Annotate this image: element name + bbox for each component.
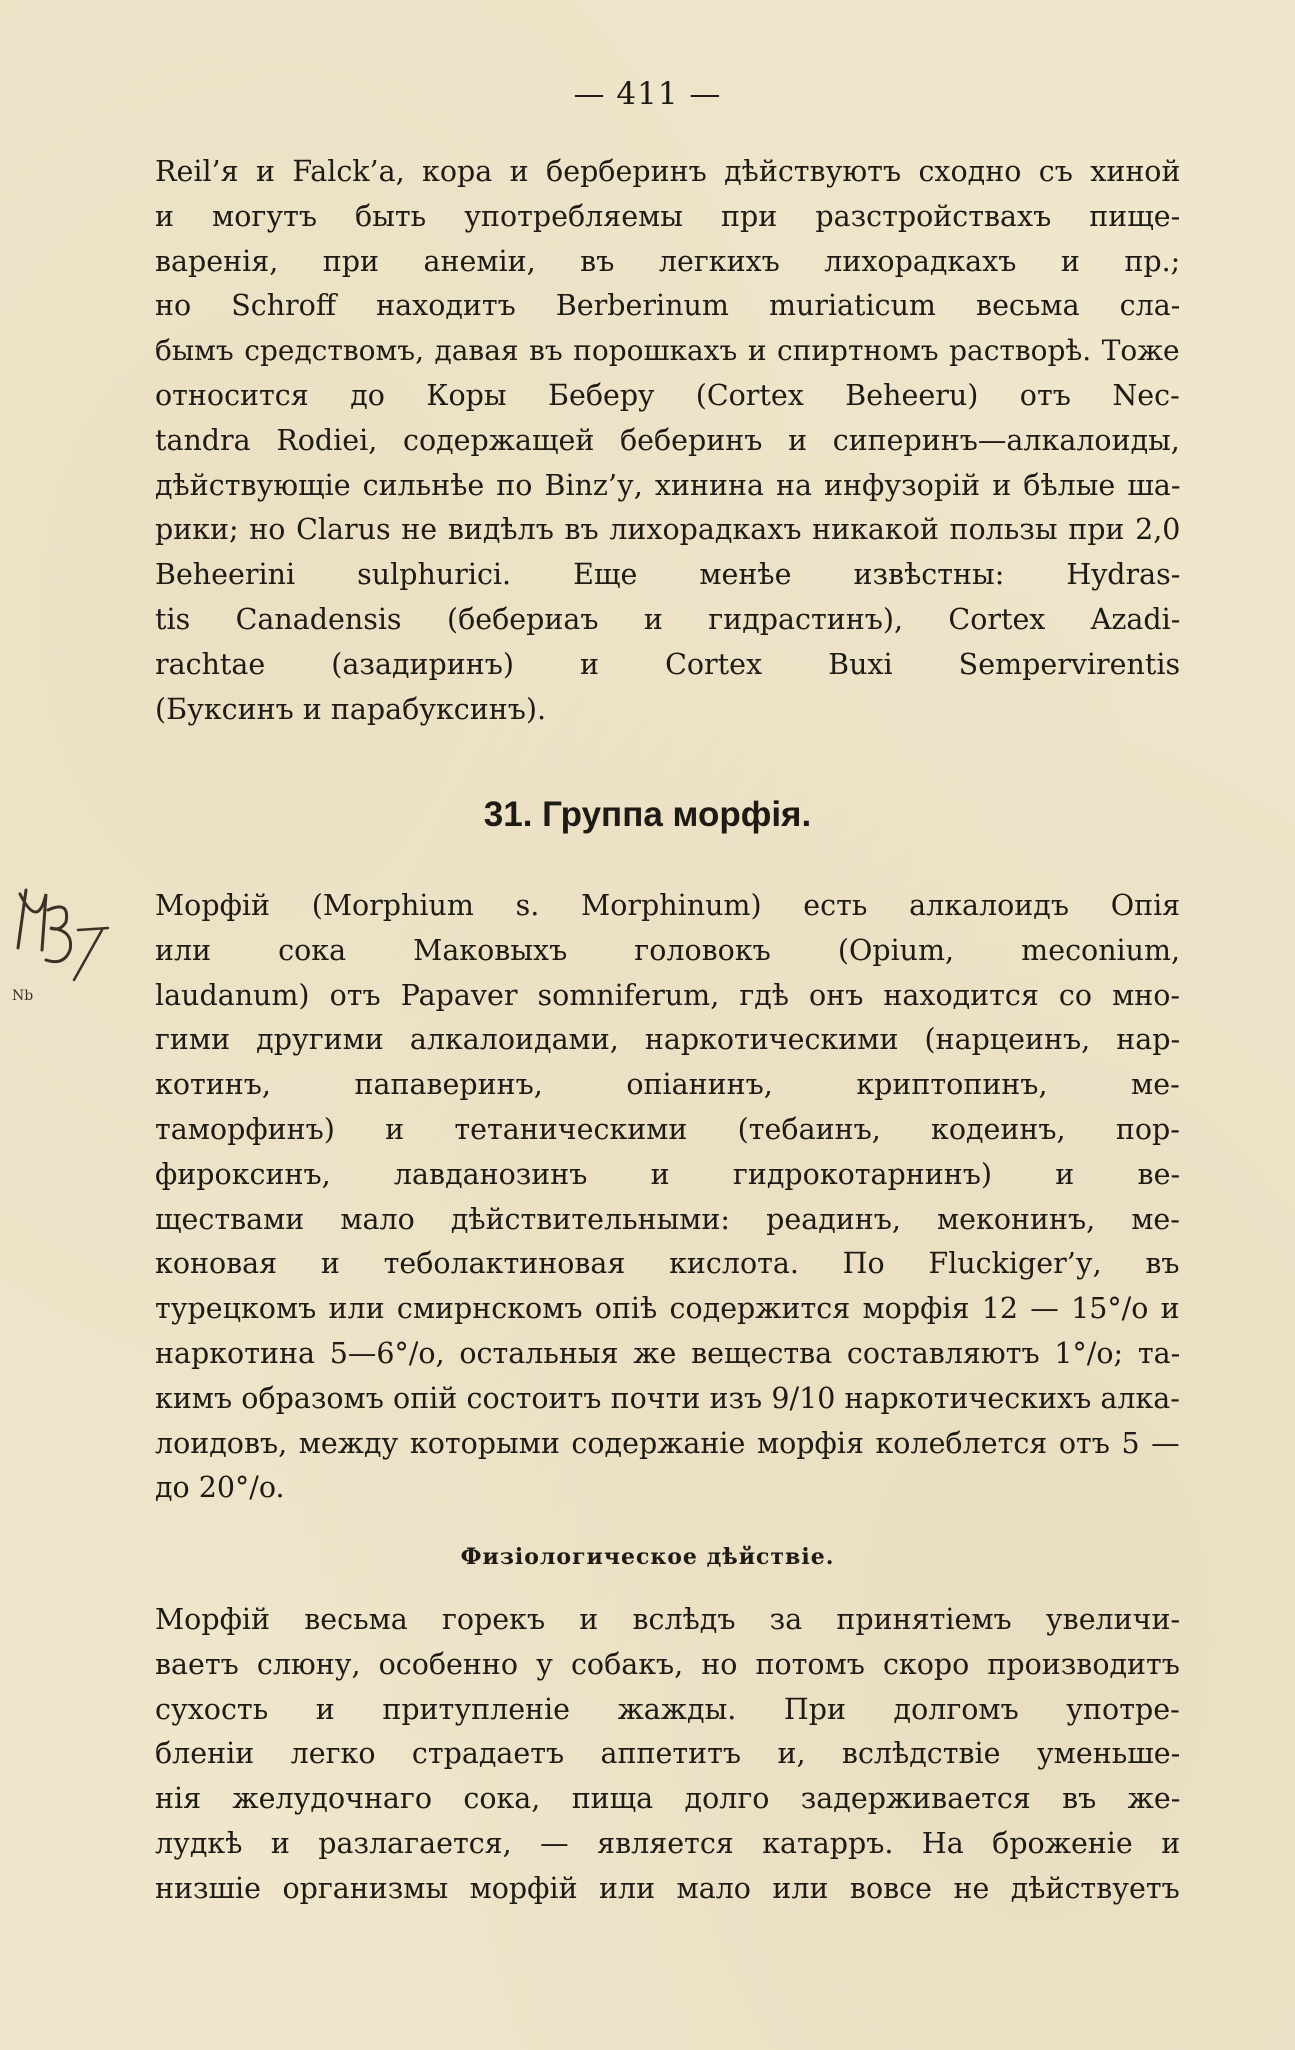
text-line: низшіе организмы морфій или мало или вовсе не дѣйствуетъ (155, 1871, 1180, 1905)
subsection-heading: Физіологическое дѣйствіе. (460, 1544, 835, 1570)
text-line: сухость и притупленіе жажды. При долгомъ употре- (155, 1692, 1180, 1726)
text-line: кимъ образомъ опій состоитъ почти изъ 9/10 наркотическихъ алка- (155, 1381, 1180, 1415)
text-line: лудкѣ и разлагается, — является катарръ. На броженіе и (155, 1826, 1180, 1860)
text-line: tis Canadensis (бебериаъ и гидрастинъ), Cortex Azadi- (155, 602, 1180, 636)
text-line: Beheerini sulphurici. Еще менѣе извѣстны: Hydras- (155, 558, 1180, 592)
text-line: но Schroff находитъ Berberinum muriaticum весьма сла- (155, 289, 1180, 323)
text-line: нія желудочнаго сока, пища долго задерживается въ же- (155, 1782, 1180, 1816)
margin-note-text: Nb (12, 988, 34, 1004)
paragraph-physiological-action (155, 1598, 1180, 1912)
text-line: или сока Маковыхъ головокъ (Opium, meconium, (155, 933, 1180, 967)
text-line: Reil’я и Falck’а, кора и берберинъ дѣйствуютъ сходно съ хиной (155, 155, 1180, 188)
text-line: дѣйствующіе сильнѣе по Binz’у, хинина на инфузорій и бѣлые ша- (155, 468, 1180, 502)
text-line: (Буксинъ и парабуксинъ). (155, 692, 547, 726)
text-line: Морфій (Morphium s. Morphinum) есть алкалоидъ Опія (155, 889, 1180, 922)
text-line: Морфій весьма горекъ и вслѣдъ за принятіемъ увеличи- (155, 1603, 1180, 1636)
text-line: до 20°/o. (155, 1471, 285, 1505)
paragraph-morphine (155, 884, 1180, 1511)
text-line: котинъ, папаверинъ, опіанинъ, криптопинъ, ме- (155, 1068, 1180, 1102)
text-line: бленіи легко страдаетъ аппетитъ и, вслѣдствіе уменьше- (155, 1737, 1180, 1771)
handwritten-nb-mark (8, 870, 158, 1010)
text-line: наркотина 5—6°/o, остальныя же вещества составляютъ 1°/o; та- (155, 1336, 1180, 1370)
text-line: бымъ средствомъ, давая въ порошкахъ и спиртномъ растворѣ. Тоже (155, 334, 1180, 368)
text-line: варенія, при анеміи, въ легкихъ лихорадкахъ и пр.; (155, 244, 1180, 278)
text-line: laudanum) отъ Papaver somniferum, гдѣ онъ находится со мно- (155, 978, 1180, 1012)
text-line: tandra Rodiei, содержащей беберинъ и сиперинъ—алкалоиды, (155, 423, 1180, 457)
text-line: рики; но Clarus не видѣлъ въ лихорадкахъ никакой пользы при 2,0 (155, 513, 1180, 547)
text-line: коновая и теболактиновая кислота. По Fluckiger’у, въ (155, 1247, 1180, 1281)
page-number: — 411 — (573, 76, 722, 112)
text-line: rachtae (азадиринъ) и Cortex Buxi Sempervirentis (155, 647, 1180, 681)
text-line: относится до Коры Бебеpy (Cortex Beheeru) отъ Nec- (155, 378, 1180, 412)
text-line: фироксинъ, лавданозинъ и гидрокотарнинъ) и ве- (155, 1157, 1180, 1191)
text-line: гими другими алкалоидами, наркотическими (нарцеинъ, нар- (155, 1023, 1180, 1057)
text-line: таморфинъ) и тетаническими (тебаинъ, кодеинъ, пор- (155, 1112, 1180, 1146)
section-heading: 31. Группа морфія. (483, 795, 812, 834)
paragraph-berberine (155, 150, 1180, 732)
text-line: и могутъ быть употребляемы при разстройствахъ пище- (155, 199, 1180, 233)
text-line: лоидовъ, между которыми содержаніе морфія колеблется отъ 5 — (155, 1426, 1180, 1460)
text-line: ществами мало дѣйствительными: реадинъ, меконинъ, ме- (155, 1202, 1180, 1236)
text-line: ваетъ слюну, особенно у собакъ, но потомъ скоро производитъ (155, 1647, 1180, 1681)
text-line: турецкомъ или смирнскомъ опіѣ содержится морфія 12 — 15°/o и (155, 1292, 1180, 1326)
